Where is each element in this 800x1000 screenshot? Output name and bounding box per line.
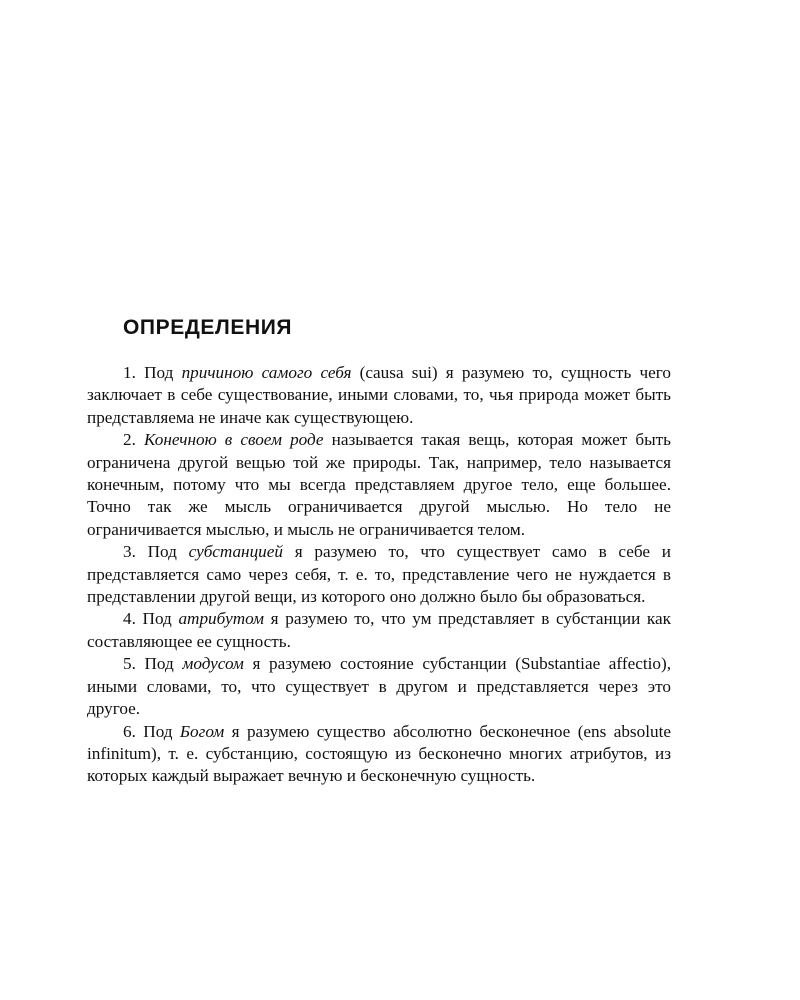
- definition-text: я разумею то, что ум представляет в субстанции как составляющее ее сущность.: [87, 609, 671, 651]
- definitions-text: [87, 362, 671, 788]
- definition-number: 4. Под: [123, 609, 179, 629]
- definition-paragraph-2: [87, 429, 671, 541]
- definition-paragraph-1: [87, 362, 671, 429]
- defined-term: Богом: [179, 721, 225, 741]
- definition-text: я разумею существо абсолютно бесконечное (ens absolute infinitum), т. е. субстанцию, состоящую из бесконечно многих атрибутов, из которых каждый выражает вечную и бесконечную сущность.: [87, 721, 671, 786]
- section-heading: ОПРЕДЕЛЕНИЯ: [123, 316, 293, 339]
- definition-number: 2.: [123, 430, 144, 450]
- definition-text: (causa sui) я разумею то, сущность чего заключает в себе существование, иными словами, то, чья природа может быть представляема не иначе как существующею.: [87, 363, 671, 427]
- definition-text: называется такая вещь, которая может быть ограничена другой вещью той же природы. Так, например, тело называется конечным, потому что мы всегда представляем другое тело, еще большее. Точно так же мысль ограничивается другой мыслью. Но тело не ограничивается мыслью, и мысль не ограничивается телом.: [87, 430, 671, 539]
- definition-number: 1. Под: [123, 363, 182, 382]
- definition-number: 3. Под: [123, 542, 189, 562]
- defined-term: Конечною в своем роде: [143, 430, 324, 450]
- definition-text: я разумею то, что существует само в себе и представляется само через себя, т. е. то, представление чего не нуждается в представлении другой вещи, из которого оно должно было бы образоваться.: [87, 542, 671, 607]
- defined-term: субстанцией: [188, 542, 283, 562]
- definition-number: 5. Под: [123, 654, 183, 674]
- definition-paragraph-6: [87, 721, 671, 788]
- definition-paragraph-5: [87, 653, 671, 720]
- definition-paragraph-4: [87, 608, 671, 653]
- definition-number: 6. Под: [123, 721, 180, 741]
- defined-term: модусом: [182, 654, 244, 674]
- definition-paragraph-3: [87, 541, 671, 608]
- defined-term: причиною самого себя: [181, 363, 352, 382]
- definition-text: я разумею состояние субстанции (Substantiae affectio), иными словами, то, что существует в другом и представляется через это другое.: [87, 654, 671, 719]
- defined-term: атрибутом: [178, 609, 265, 629]
